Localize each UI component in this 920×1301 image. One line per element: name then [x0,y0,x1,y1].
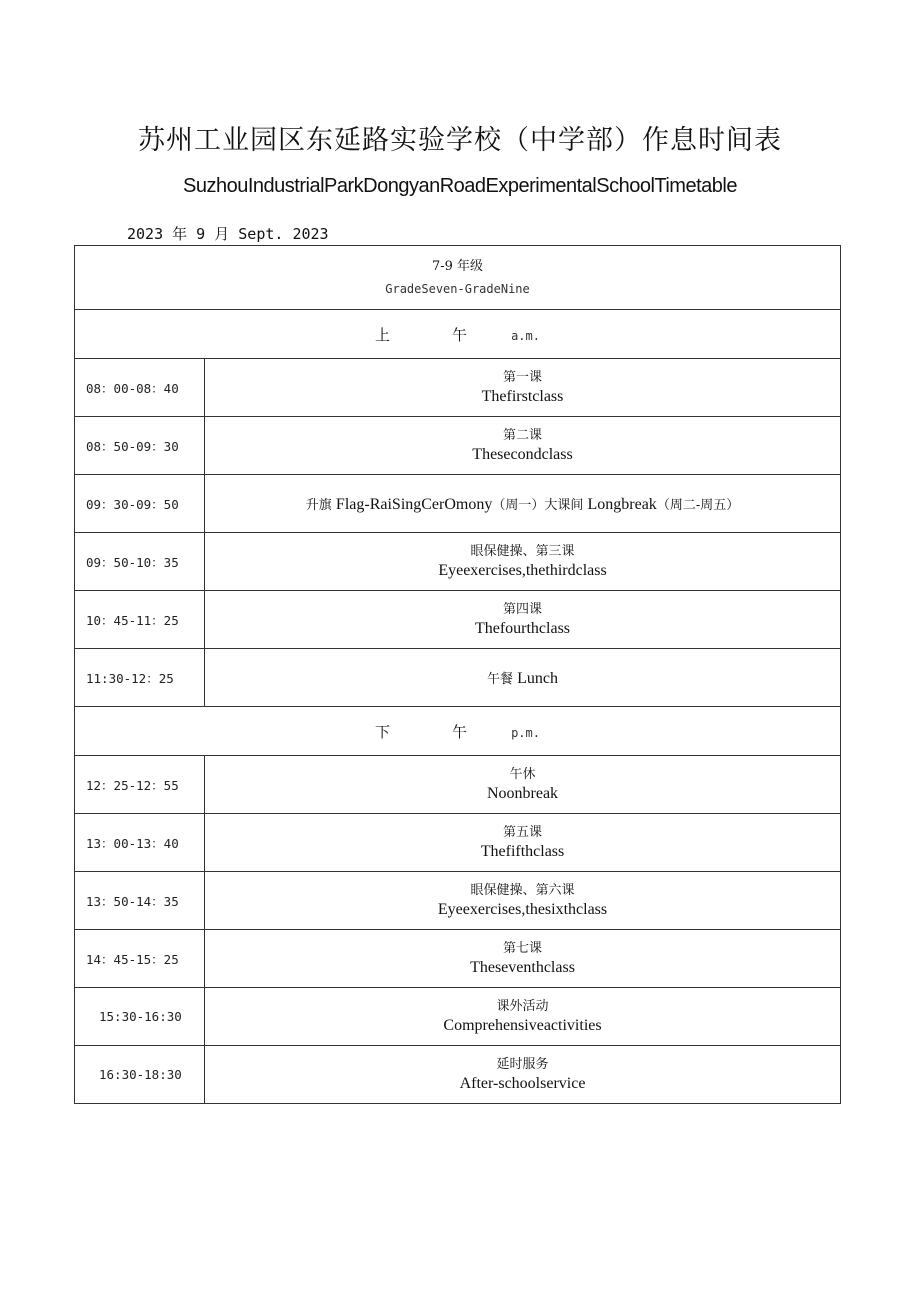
activity-cn: 第七课 [502,941,542,956]
activity-cell [205,533,841,591]
activity-en: Longbreak [587,495,657,513]
activity-cell [205,417,841,475]
activity-en: Thefourthclass [474,620,571,637]
time-cell: 12：25-12：55 [75,756,205,814]
activity-cn: 第二课 [502,428,542,443]
morning-char-1: 上 [375,325,391,344]
table-row [75,988,841,1046]
activity-cn: 第一课 [502,370,542,385]
activity-cn: 升旗 [305,497,336,513]
activity-cell [205,756,841,814]
morning-en: a.m. [511,328,540,343]
timetable [74,245,841,1104]
activity-en: After-schoolservice [459,1075,586,1092]
time-cell: 08：50-09：30 [75,417,205,475]
activity-cn: （周一）大课间 [492,497,588,513]
activity-en: Thefirstclass [481,388,564,405]
activity-cn: 课外活动 [496,999,549,1014]
activity-en: Thefifthclass [480,843,565,860]
table-row [75,533,841,591]
section-morning-row [75,310,841,359]
activity-cn: 眼保健操、第六课 [470,883,575,898]
table-row [75,591,841,649]
afternoon-char-1: 下 [375,722,391,741]
activity-cn: 延时服务 [496,1057,549,1072]
activity-en: Eyeexercises,thesixthclass [437,901,608,918]
activity-cell [205,1046,841,1104]
time-cell: 16:30-18:30 [75,1046,205,1104]
activity-en: Lunch [517,669,558,687]
activity-cell [205,930,841,988]
table-row [75,872,841,930]
time-cell: 09：50-10：35 [75,533,205,591]
section-afternoon [75,707,841,756]
date-line: 2023 年 9 月 Sept. 2023 [127,225,329,243]
activity-en: Theseventhclass [470,959,575,976]
time-cell: 15:30-16:30 [75,988,205,1046]
activity-cn: 第四课 [502,602,542,617]
grade-cn: 7-9 年级 [431,258,484,274]
activity-cn: 眼保健操、第三课 [470,544,575,559]
activity-cell [205,988,841,1046]
activity-cn: 午休 [509,767,536,782]
activity-en: Thesecondclass [472,446,573,463]
afternoon-en: p.m. [511,725,540,740]
time-cell: 10：45-11：25 [75,591,205,649]
grade-header-row [75,246,841,310]
activity-cell [205,591,841,649]
time-cell: 11:30-12：25 [75,649,205,707]
table-row [75,814,841,872]
time-cell: 08：00-08：40 [75,359,205,417]
time-cell: 14：45-15：25 [75,930,205,988]
activity-cell [205,475,841,533]
table-row [75,1046,841,1104]
activity-cell [205,814,841,872]
section-morning [75,310,841,359]
table-row [75,417,841,475]
grade-header [75,246,841,310]
activity-cell [205,872,841,930]
page-title-en: SuzhouIndustrialParkDongyanRoadExperimentalSchoolTimetable [183,175,737,197]
activity-cn: 午餐 [486,671,518,687]
activity-cell [205,649,841,707]
section-afternoon-row [75,707,841,756]
activity-cell [205,359,841,417]
table-row [75,649,841,707]
grade-en: GradeSeven-GradeNine [385,281,530,296]
afternoon-char-2: 午 [452,722,468,741]
activity-en: Flag-RaiSingCerOmony [335,495,493,513]
table-row [75,756,841,814]
morning-char-2: 午 [452,325,468,344]
time-cell: 13：50-14：35 [75,872,205,930]
table-row [75,475,841,533]
page-title-cn: 苏州工业园区东延路实验学校（中学部）作息时间表 [138,125,782,156]
table-row [75,359,841,417]
time-cell: 09：30-09：50 [75,475,205,533]
activity-cn: 第五课 [502,825,542,840]
activity-en: Comprehensiveactivities [443,1017,602,1034]
activity-en: Eyeexercises,thethirdclass [438,562,607,579]
activity-en: Noonbreak [486,785,559,802]
time-cell: 13：00-13：40 [75,814,205,872]
activity-cn: （周二-周五） [656,497,740,513]
table-row [75,930,841,988]
